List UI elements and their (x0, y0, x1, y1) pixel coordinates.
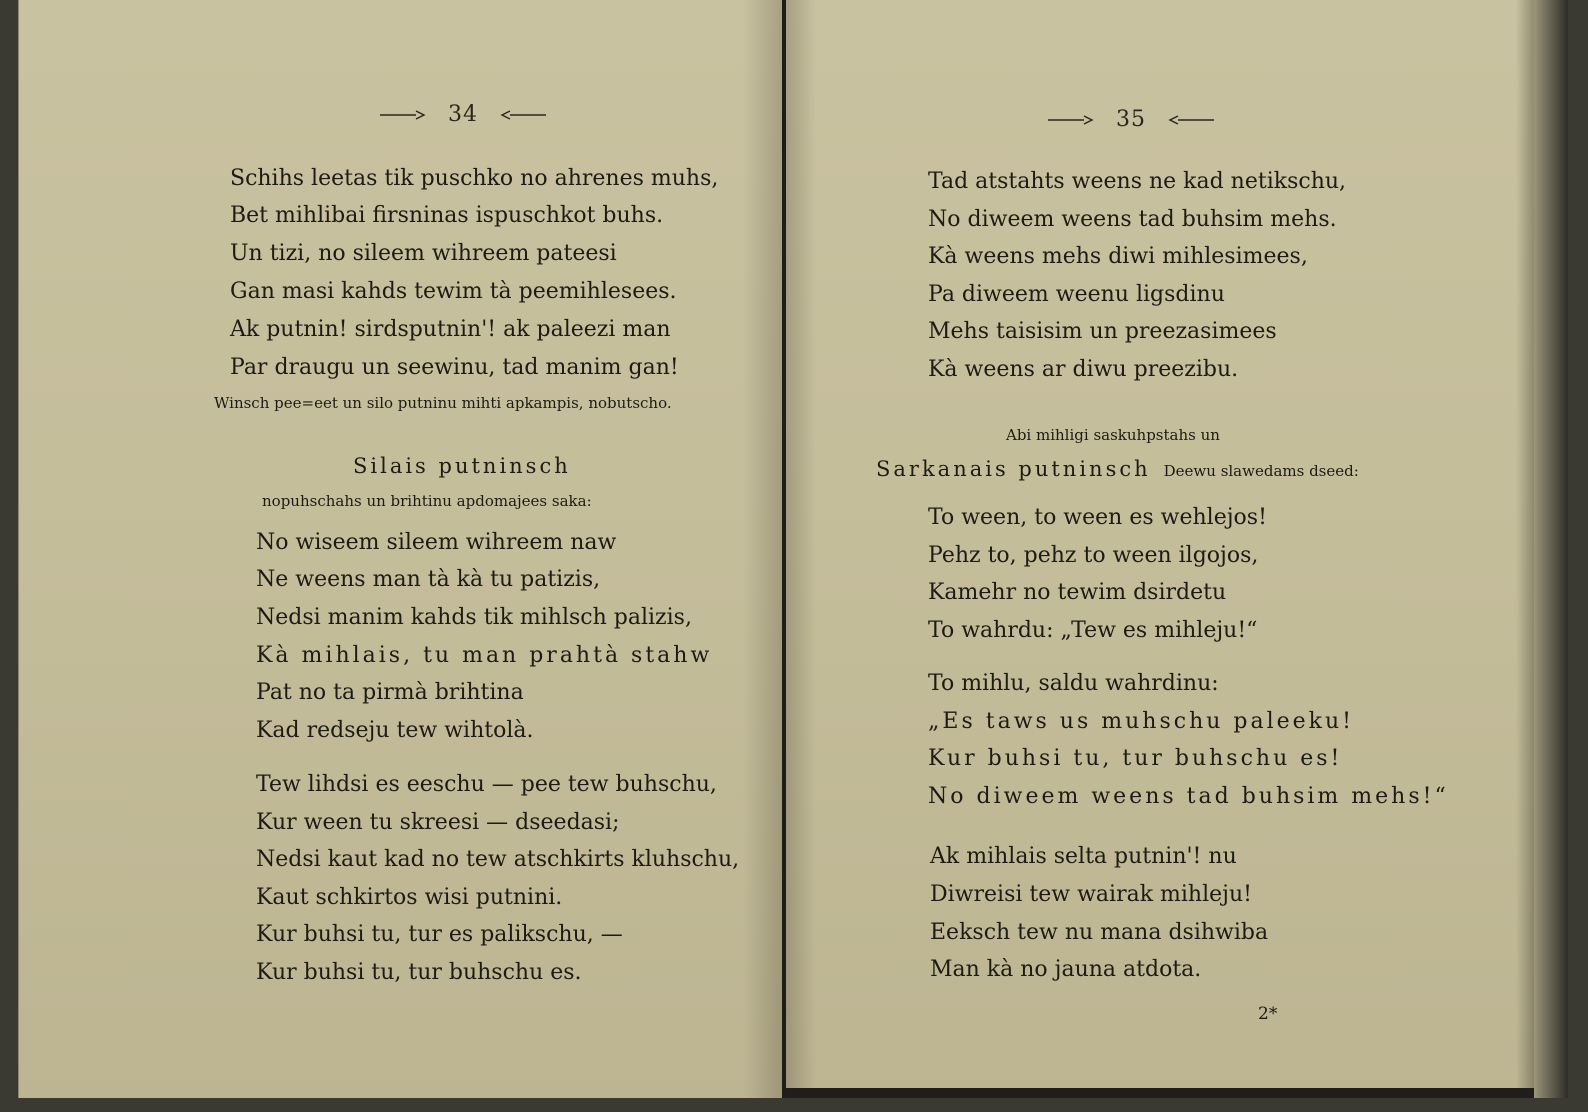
verse-line: Ak mihlais selta putnin'! nu (930, 844, 1237, 869)
verse-line: Kur buhsi tu, tur buhschu es. (256, 960, 582, 985)
page-number: 34 (448, 102, 478, 127)
page-edge-shadow (1516, 0, 1534, 1098)
book-edge (1534, 0, 1568, 1098)
verse-line: Pa diweem weenu ligsdinu (928, 282, 1225, 307)
verse-line: Eeksch tew nu mana dsihwiba (930, 920, 1269, 945)
verse-line: Kur buhsi tu, tur es palikschu, — (256, 922, 623, 947)
section-heading-row (876, 459, 1359, 481)
verse-line: Pehz to, pehz to ween ilgojos, (928, 543, 1259, 568)
stage-direction: Deewu slawedams dseed: (1163, 462, 1359, 480)
verse-line: Kad redseju tew wihtolà. (256, 718, 534, 743)
verse-line: Kur ween tu skreesi — dseedasi; (256, 810, 620, 835)
stage-direction: Winsch pee=eet un silo putninu mihti apkampis, nobutscho. (214, 394, 672, 412)
verse-line: No diweem weens tad buhsim mehs!“ (928, 784, 1449, 809)
page-number-left (380, 102, 546, 127)
verse-line: Un tizi, no sileem wihreem pateesi (230, 241, 617, 266)
verse-line: Nedsi kaut kad no tew atschkirts kluhschu, (256, 847, 740, 872)
verse-line: Kamehr no tewim dsirdetu (928, 580, 1227, 605)
verse-line: No diweem weens tad buhsim mehs. (928, 207, 1337, 232)
ornament-dash-icon (1168, 114, 1214, 126)
verse-line: Diwreisi tew wairak mihleju! (930, 882, 1252, 907)
verse-line: Gan masi kahds tewim tà peemihlesees. (230, 279, 677, 304)
verse-line: To ween, to ween es wehlejos! (928, 505, 1267, 530)
ornament-dash-icon (500, 109, 546, 121)
verse-line: Tad atstahts weens ne kad netikschu, (928, 169, 1347, 194)
section-heading: Silais putninsch (353, 454, 571, 478)
verse-line: Kaut schkirtos wisi putnini. (256, 885, 563, 910)
verse-line: „Es taws us muhschu paleeku! (928, 709, 1355, 734)
verse-line: Schihs leetas tik puschko no ahrenes muhs, (230, 166, 719, 191)
verse-line: Kà weens mehs diwi mihlesimees, (928, 244, 1308, 269)
verse-line: Man kà no jauna atdota. (930, 957, 1202, 982)
verse-line: Bet mihlibai firsninas ispuschkot buhs. (230, 203, 664, 228)
ornament-dash-icon (1048, 114, 1094, 126)
verse-line: Ne weens man tà kà tu patizis, (256, 567, 601, 592)
verse-line: To wahrdu: „Tew es mihleju!“ (928, 618, 1258, 643)
verse-line: Kà mihlais, tu man prahtà stahw (256, 643, 713, 668)
stage-direction: nopuhschahs un brihtinu apdomajees saka: (262, 492, 592, 510)
verse-line: Mehs taisisim un preezasimees (928, 319, 1277, 344)
verse-line: Tew lihdsi es eeschu — pee tew buhschu, (256, 772, 717, 797)
page-number: 35 (1116, 107, 1146, 132)
signature-mark: 2* (1258, 1004, 1278, 1024)
section-heading: Sarkanais putninsch (876, 457, 1151, 481)
stage-direction: Abi mihligi saskuhpstahs un (1006, 426, 1220, 444)
verse-line: No wiseem sileem wihreem naw (256, 530, 617, 555)
verse-line: Nedsi manim kahds tik mihlsch palizis, (256, 605, 692, 630)
verse-line: Ak putnin! sirdsputnin'! ak paleezi man (230, 317, 671, 342)
verse-line: Par draugu un seewinu, tad manim gan! (230, 355, 679, 380)
verse-line: Kà weens ar diwu preezibu. (928, 357, 1239, 382)
page-number-right (1048, 107, 1214, 132)
verse-line: To mihlu, saldu wahrdinu: (928, 671, 1219, 696)
ornament-dash-icon (380, 109, 426, 121)
gutter-shadow (786, 0, 816, 1098)
verse-line: Kur buhsi tu, tur buhschu es! (928, 746, 1343, 771)
gutter-shadow (743, 0, 783, 1098)
book-bottom-edge (786, 1088, 1534, 1098)
verse-line: Pat no ta pirmà brihtina (256, 680, 524, 705)
